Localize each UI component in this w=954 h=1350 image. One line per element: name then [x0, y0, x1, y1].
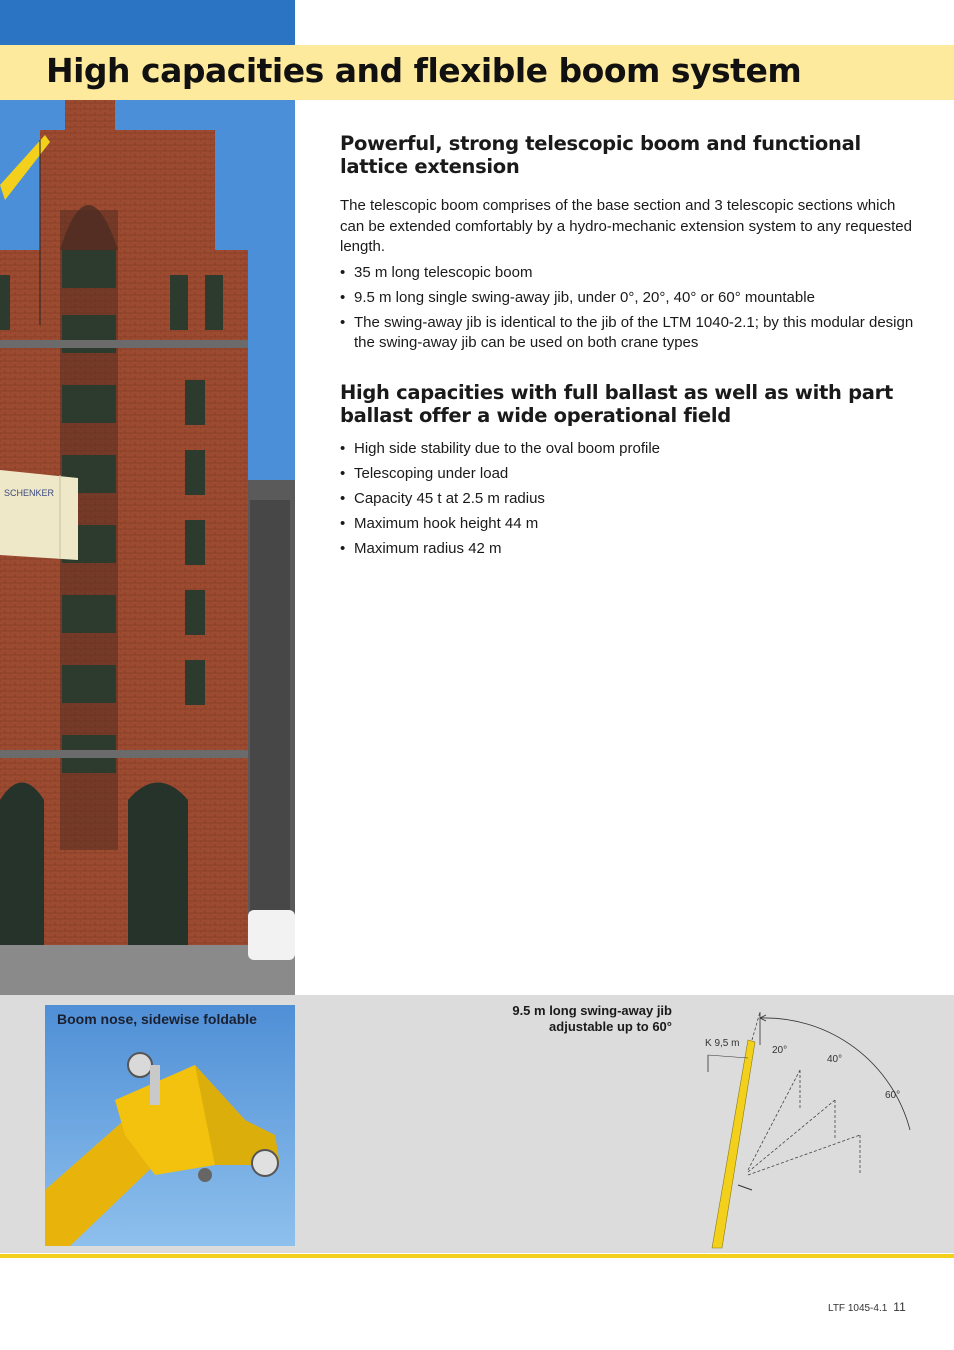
jib-angle-diagram [700, 1000, 915, 1250]
list-item: • Capacity 45 t at 2.5 m radius [340, 489, 915, 510]
jib-diagram-svg [700, 1000, 915, 1250]
list-item: • The swing-away jib is identical to the jib of the LTM 1040-2.1; by this modular design the swing-away jib can be used on both crane types [340, 313, 915, 354]
main-content [340, 132, 915, 559]
title-bar [0, 45, 954, 100]
angle-label-20: 20° [772, 1045, 788, 1056]
section1-paragraph: The telescopic boom comprises of the base section and 3 telescopic sections which can be extended comfortably by a hydro-mechanic extension system to any requested length. [340, 197, 912, 255]
page-title: High capacities and flexible boom system [46, 51, 802, 90]
jib-caption: 9.5 m long swing-away jib adjustable up to 60° [512, 1003, 672, 1034]
photo-illustration [0, 100, 295, 995]
list-item: • Maximum hook height 44 m [340, 514, 915, 535]
angle-label-60: 60° [885, 1090, 901, 1101]
section2-bullet-list [340, 439, 915, 560]
angle-label-40: 40° [827, 1054, 843, 1065]
list-item: • Maximum radius 42 m [340, 539, 915, 560]
boom-nose-illustration [45, 1005, 295, 1246]
top-blue-strip [0, 0, 295, 45]
doc-code: LTF 1045-4.1 [828, 1303, 888, 1314]
section-telescopic-boom [340, 132, 915, 354]
list-item: • Telescoping under load [340, 464, 915, 485]
jib-length-label: K 9,5 m [705, 1038, 740, 1049]
section-high-capacities [340, 381, 915, 560]
list-item: • High side stability due to the oval boom profile [340, 439, 915, 460]
list-item: • 9.5 m long single swing-away jib, under 0°, 20°, 40° or 60° mountable [340, 288, 915, 309]
footer [828, 1300, 906, 1314]
container-label: SCHENKER [4, 488, 55, 498]
section1-bullet-list [340, 263, 915, 354]
building-crane-photo [0, 100, 295, 995]
yellow-rule [0, 1254, 954, 1258]
section2-heading: High capacities with full ballast as well as with part ballast offer a wide operational field [340, 380, 893, 427]
list-item: • 35 m long telescopic boom [340, 263, 915, 284]
boom-nose-photo [45, 1005, 295, 1246]
page-number: 11 [893, 1300, 906, 1314]
section1-heading: Powerful, strong telescopic boom and functional lattice extension [340, 132, 861, 178]
inset-caption: Boom nose, sidewise foldable [57, 1011, 257, 1027]
